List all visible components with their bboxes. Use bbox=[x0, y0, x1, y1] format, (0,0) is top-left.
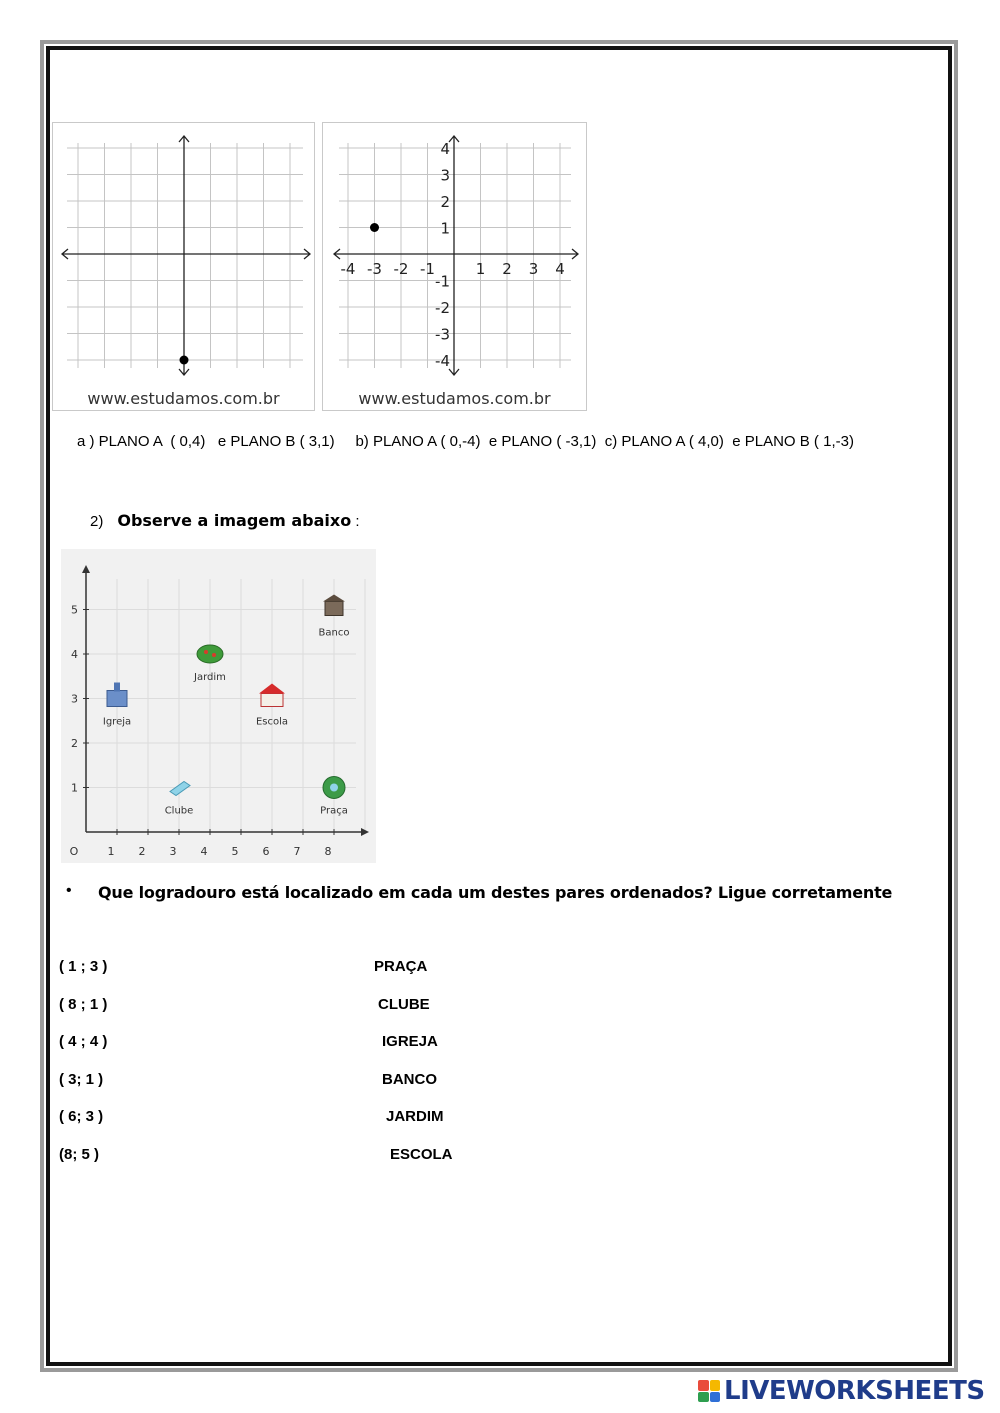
plane-b-y-tick-label: -4 bbox=[435, 352, 450, 370]
pair-4: ( 3; 1 ) bbox=[59, 1071, 104, 1088]
bank-icon bbox=[325, 602, 343, 616]
bullet-marker: • bbox=[66, 882, 72, 899]
question-2-title: Observe a imagem abaixo bbox=[117, 511, 352, 530]
school-roof-icon bbox=[259, 684, 285, 694]
map-y-tick-label: 3 bbox=[71, 692, 78, 706]
plane-b-x-tick-label: -3 bbox=[367, 260, 382, 278]
plane-b-y-tick-label: 1 bbox=[440, 219, 450, 238]
church-tower-icon bbox=[114, 683, 120, 692]
plane-b-x-tick-label: -4 bbox=[340, 260, 356, 278]
logo-square bbox=[698, 1380, 709, 1391]
pair-6: (8; 5 ) bbox=[59, 1146, 100, 1163]
school-icon bbox=[261, 694, 283, 707]
plane-b-x-tick-label: 3 bbox=[528, 260, 539, 278]
plane-a-grid bbox=[53, 123, 316, 412]
logo-square bbox=[698, 1392, 709, 1403]
question-2-heading bbox=[90, 511, 360, 530]
map-place-marker bbox=[323, 777, 345, 799]
liveworksheets-logo-icon bbox=[698, 1380, 720, 1402]
map-y-tick-label: 5 bbox=[71, 603, 78, 617]
pair-1: ( 1 ; 3 ) bbox=[59, 958, 108, 975]
map-place-marker bbox=[170, 782, 190, 796]
plane-b-x-tick-label: 2 bbox=[502, 260, 512, 278]
map-x-tick-label: 1 bbox=[107, 845, 115, 858]
plane-a-point bbox=[180, 356, 189, 365]
map-y-tick-label: 4 bbox=[71, 648, 78, 661]
plane-b-y-tick-label: 4 bbox=[440, 140, 450, 158]
map-y-tick-label: 1 bbox=[71, 781, 78, 795]
question-2-colon: : bbox=[355, 513, 360, 530]
map-place-label: Jardim bbox=[194, 672, 226, 683]
map-x-tick-label: 4 bbox=[200, 845, 208, 858]
square-fountain-icon bbox=[330, 784, 338, 792]
map-place-label: Clube bbox=[164, 805, 194, 817]
plane-b-y-tick-label: 3 bbox=[440, 166, 450, 185]
pair-3: ( 4 ; 4 ) bbox=[59, 1033, 108, 1050]
liveworksheets-brand bbox=[698, 1376, 985, 1406]
map-x-tick-label: 8 bbox=[324, 845, 332, 858]
pair-2: ( 8 ; 1 ) bbox=[59, 996, 108, 1013]
place-4[interactable]: BANCO bbox=[382, 1071, 437, 1088]
map-y-tick-label: 2 bbox=[71, 737, 78, 750]
plane-b-point bbox=[370, 223, 379, 232]
logo-square bbox=[710, 1392, 721, 1403]
place-5[interactable]: JARDIM bbox=[386, 1108, 444, 1125]
map-place-label: Banco bbox=[318, 627, 350, 639]
map-x-tick-label: 2 bbox=[138, 845, 146, 858]
plane-b-x-tick-label: -2 bbox=[393, 260, 409, 278]
pair-5: ( 6; 3 ) bbox=[59, 1108, 104, 1125]
church-icon bbox=[107, 691, 127, 707]
garden-flower-icon bbox=[204, 650, 208, 654]
plane-b-y-tick-label: -2 bbox=[435, 299, 450, 317]
map-x-tick-label: 5 bbox=[231, 845, 239, 858]
plane-b-x-tick-label: -1 bbox=[420, 260, 435, 278]
garden-icon bbox=[197, 645, 223, 663]
plane-a-panel bbox=[52, 122, 315, 411]
plane-b-y-tick-label: -3 bbox=[435, 325, 450, 344]
plane-b-x-tick-label: 4 bbox=[555, 260, 565, 278]
place-3[interactable]: IGREJA bbox=[382, 1033, 438, 1050]
liveworksheets-wordmark: LIVEWORKSHEETS bbox=[724, 1376, 985, 1406]
city-map-graph bbox=[61, 549, 376, 863]
map-place-marker bbox=[323, 595, 345, 616]
map-y-axis-arrow bbox=[82, 565, 90, 573]
map-place-label: Escola bbox=[255, 716, 289, 728]
question-1-options: a ) PLANO A ( 0,4) e PLANO B ( 3,1) b) PLANO A ( 0,-4) e PLANO ( -3,1) c) PLANO A ( 4,0) e PLANO B ( 1,-3) bbox=[77, 433, 854, 450]
place-6[interactable]: ESCOLA bbox=[390, 1146, 453, 1163]
bank-roof-icon bbox=[323, 595, 345, 602]
plane-b-y-tick-label: 2 bbox=[440, 193, 450, 211]
matching-instruction: Que logradouro está localizado em cada um destes pares ordenados? Ligue corretamente bbox=[98, 883, 893, 902]
question-2-number: 2) bbox=[90, 513, 104, 530]
city-map bbox=[61, 549, 376, 863]
logo-square bbox=[710, 1380, 721, 1391]
map-x-tick-label: 6 bbox=[262, 845, 270, 858]
place-1[interactable]: PRAÇA bbox=[374, 958, 428, 975]
map-place-label: Praça bbox=[320, 805, 348, 817]
map-place-marker bbox=[107, 683, 127, 707]
plane-a-watermark: www.estudamos.com.br bbox=[87, 389, 280, 408]
map-place-label: Igreja bbox=[102, 716, 132, 728]
plane-b-y-tick-label: -1 bbox=[435, 272, 450, 291]
map-x-tick-label: 3 bbox=[169, 845, 177, 858]
garden-flower-icon bbox=[212, 653, 216, 657]
map-x-tick-label: O bbox=[69, 845, 79, 858]
plane-b-watermark: www.estudamos.com.br bbox=[358, 389, 551, 408]
map-place-marker bbox=[259, 684, 285, 707]
map-x-tick-label: 7 bbox=[293, 845, 301, 858]
plane-b-x-tick-label: 1 bbox=[475, 260, 486, 278]
plane-b-grid bbox=[323, 123, 588, 412]
plane-b-panel bbox=[322, 122, 587, 411]
map-place-marker bbox=[197, 645, 223, 663]
club-pool-icon bbox=[170, 782, 190, 796]
place-2[interactable]: CLUBE bbox=[378, 996, 430, 1013]
